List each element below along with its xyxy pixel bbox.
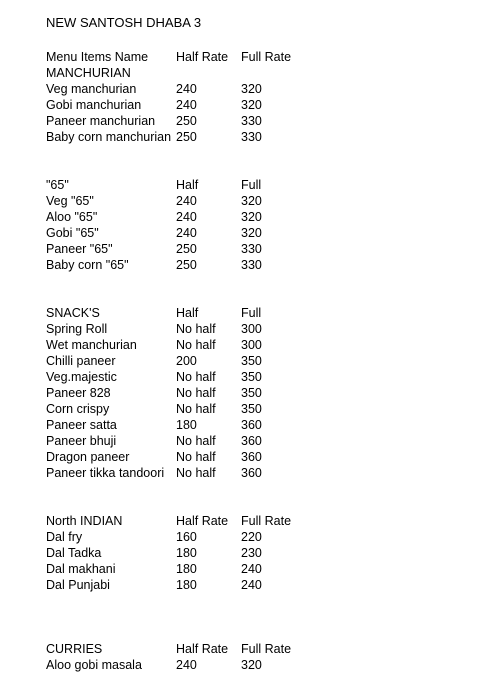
header-full-rate: Full Rate [241, 514, 292, 528]
item-half-price: 180 [176, 562, 197, 576]
menu-row [46, 257, 466, 273]
item-name: Dragon paneer [46, 450, 130, 464]
header-half: Half [176, 178, 199, 192]
section-header-row [46, 177, 466, 193]
item-full-price: 330 [241, 242, 262, 256]
item-full-price: 320 [241, 98, 262, 112]
item-full-price: 350 [241, 354, 262, 368]
menu-row [46, 225, 466, 241]
item-half-price: No half [176, 322, 216, 336]
item-full-price: 360 [241, 466, 262, 480]
header-half-rate: Half Rate [176, 642, 229, 656]
header-category: North INDIAN [46, 514, 123, 528]
menu-row [46, 385, 466, 401]
item-full-price: 330 [241, 258, 262, 272]
item-full-price: 320 [241, 82, 262, 96]
item-half-price: 240 [176, 194, 197, 208]
item-name: Dal makhani [46, 562, 116, 576]
item-full-price: 360 [241, 450, 262, 464]
item-half-price: 240 [176, 658, 197, 672]
item-half-price: 250 [176, 130, 197, 144]
menu-row [46, 545, 466, 561]
header-item-name: Menu Items Name [46, 50, 149, 64]
menu-row [46, 209, 466, 225]
item-half-price: 180 [176, 578, 197, 592]
menu-row [46, 353, 466, 369]
item-half-price: 240 [176, 210, 197, 224]
menu-row [46, 321, 466, 337]
item-name: Veg manchurian [46, 82, 137, 96]
section-header-row [46, 49, 466, 65]
item-full-price: 350 [241, 386, 262, 400]
item-half-price: No half [176, 450, 216, 464]
item-full-price: 330 [241, 114, 262, 128]
item-name: Paneer "65" [46, 242, 113, 256]
item-half-price: 250 [176, 258, 197, 272]
item-full-price: 360 [241, 418, 262, 432]
item-name: Dal fry [46, 530, 83, 544]
item-full-price: 320 [241, 194, 262, 208]
section-header-row [46, 513, 466, 529]
section-header-row [46, 641, 466, 657]
menu-row [46, 113, 466, 129]
item-name: Dal Punjabi [46, 578, 110, 592]
menu-row [46, 449, 466, 465]
menu-row [46, 129, 466, 145]
item-half-price: 250 [176, 242, 197, 256]
header-full-rate: Full Rate [241, 642, 292, 656]
menu-row [46, 369, 466, 385]
header-full: Full [241, 306, 262, 320]
item-name: Paneer tikka tandoori [46, 466, 165, 480]
menu-row [46, 561, 466, 577]
item-full-price: 240 [241, 562, 262, 576]
item-half-price: 200 [176, 354, 197, 368]
header-category: CURRIES [46, 642, 103, 656]
item-name: Paneer 828 [46, 386, 111, 400]
item-half-price: No half [176, 338, 216, 352]
section-north-indian [46, 513, 466, 593]
menu-row [46, 529, 466, 545]
item-full-price: 240 [241, 578, 262, 592]
item-name: Spring Roll [46, 322, 108, 336]
item-full-price: 330 [241, 130, 262, 144]
item-full-price: 320 [241, 210, 262, 224]
item-half-price: 180 [176, 546, 197, 560]
header-half-rate: Half Rate [176, 514, 229, 528]
item-half-price: No half [176, 466, 216, 480]
item-half-price: 240 [176, 98, 197, 112]
menu-row [46, 465, 466, 481]
item-name: Wet manchurian [46, 338, 137, 352]
item-name: Baby corn manchurian [46, 130, 172, 144]
menu-row [46, 577, 466, 593]
item-full-price: 300 [241, 338, 262, 352]
item-half-price: 240 [176, 82, 197, 96]
item-half-price: No half [176, 434, 216, 448]
section-subheader-row [46, 65, 466, 81]
item-full-price: 360 [241, 434, 262, 448]
menu-row [46, 97, 466, 113]
item-full-price: 230 [241, 546, 262, 560]
menu-row [46, 241, 466, 257]
item-name: Dal Tadka [46, 546, 102, 560]
item-name: Veg.majestic [46, 370, 117, 384]
item-name: Gobi manchurian [46, 98, 142, 112]
item-half-price: 250 [176, 114, 197, 128]
menu-row [46, 337, 466, 353]
item-name: Aloo "65" [46, 210, 98, 224]
header-half-rate: Half Rate [176, 50, 229, 64]
item-full-price: 350 [241, 402, 262, 416]
item-full-price: 350 [241, 370, 262, 384]
item-name: Veg "65" [46, 194, 94, 208]
item-name: Corn crispy [46, 402, 110, 416]
item-name: Gobi "65" [46, 226, 99, 240]
item-half-price: No half [176, 386, 216, 400]
menu-row [46, 417, 466, 433]
item-full-price: 320 [241, 658, 262, 672]
section-curries [46, 641, 466, 673]
item-half-price: 240 [176, 226, 197, 240]
item-half-price: 180 [176, 418, 197, 432]
section-manchurian [46, 49, 466, 145]
item-name: Baby corn "65" [46, 258, 129, 272]
item-name: Chilli paneer [46, 354, 116, 368]
item-full-price: 300 [241, 322, 262, 336]
item-full-price: 220 [241, 530, 262, 544]
item-half-price: No half [176, 370, 216, 384]
header-category: SNACK'S [46, 306, 100, 320]
item-name: Paneer manchurian [46, 114, 156, 128]
menu-row [46, 433, 466, 449]
item-name: Paneer satta [46, 418, 117, 432]
section-header-row [46, 305, 466, 321]
menu-row [46, 193, 466, 209]
header-full-rate: Full Rate [241, 50, 292, 64]
item-half-price: No half [176, 402, 216, 416]
subheader-category: MANCHURIAN [46, 66, 131, 80]
item-name: Paneer bhuji [46, 434, 117, 448]
menu-row [46, 657, 466, 673]
document-title: NEW SANTOSH DHABA 3 [46, 15, 202, 30]
item-name: Aloo gobi masala [46, 658, 142, 672]
section-snacks [46, 305, 466, 481]
menu-row [46, 81, 466, 97]
header-category: "65" [46, 178, 69, 192]
header-half: Half [176, 306, 199, 320]
header-full: Full [241, 178, 262, 192]
section-65 [46, 177, 466, 273]
item-half-price: 160 [176, 530, 197, 544]
menu-row [46, 401, 466, 417]
item-full-price: 320 [241, 226, 262, 240]
